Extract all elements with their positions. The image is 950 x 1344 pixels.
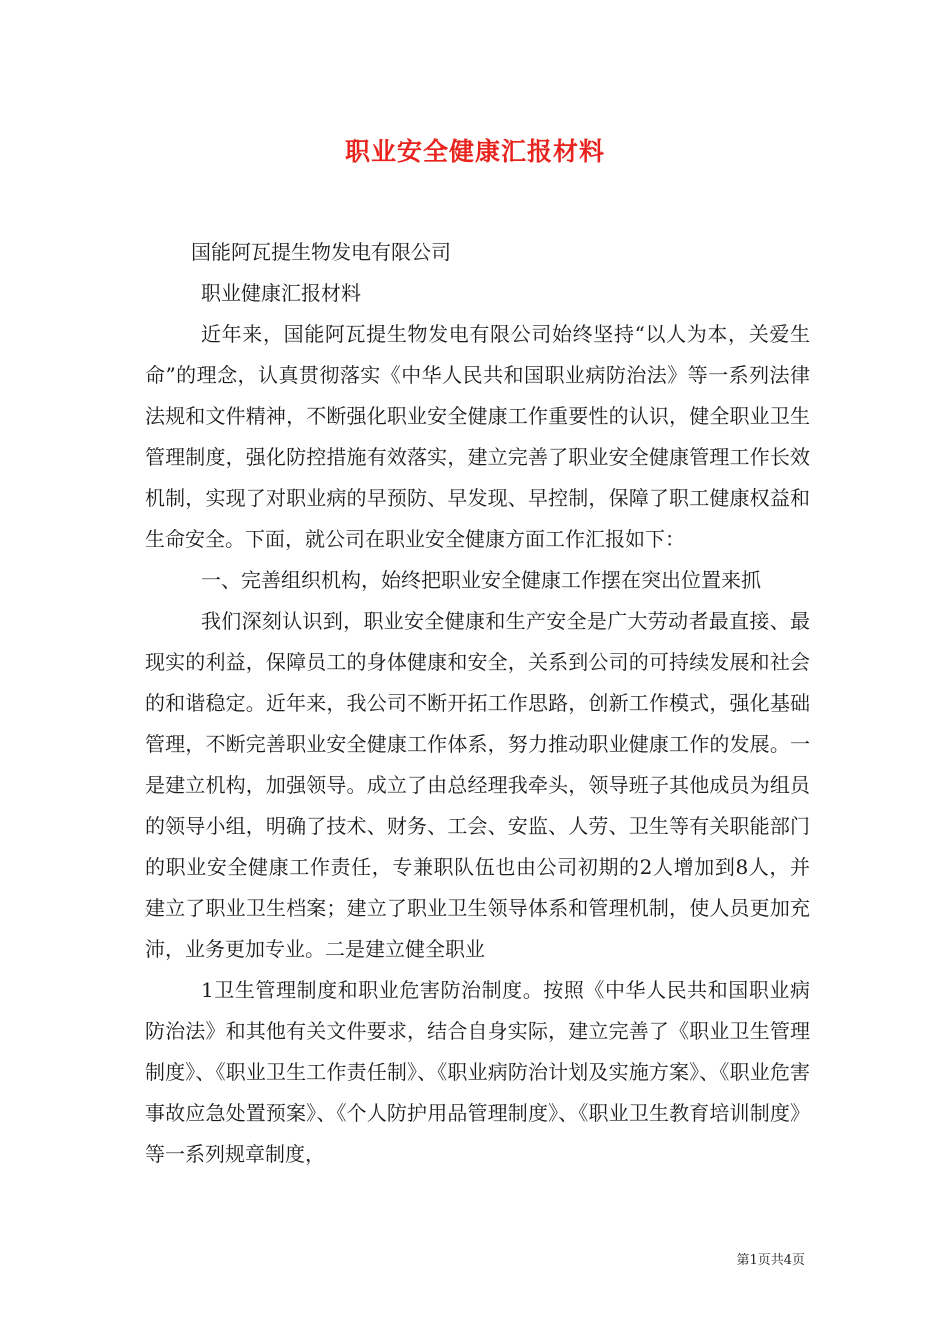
paragraph-regulations: 1卫生管理制度和职业危害防治制度。按照《中华人民共和国职业病防治法》和其他有关文件要求，结合自身实际，建立完善了《职业卫生管理制度》、《职业卫生工作责任制》、《职业病防治计划及实施方案》、《职业危害事故应急处置预案》、《个人防护用品管理制度》、《职业卫生教育培训制度》等一系列规章制度， [145, 978, 810, 1166]
report-subtitle: 职业健康汇报材料 [201, 281, 361, 305]
document-body [145, 232, 810, 1175]
page-number: 第1页共4页 [736, 1253, 805, 1268]
paragraph-organization: 我们深刻认识到，职业安全健康和生产安全是广大劳动者最直接、最现实的利益，保障员工的身体健康和安全，关系到公司的可持续发展和社会的和谐稳定。近年来，我公司不断开拓工作思路，创新工作模式，强化基础管理，不断完善职业安全健康工作体系，努力推动职业健康工作的发展。一是建立机构，加强领导。成立了由总经理我牵头，领导班子其他成员为组员的领导小组，明确了技术、财务、工会、安监、人劳、卫生等有关职能部门的职业安全健康工作责任，专兼职队伍也由公司初期的2人增加到8人，并建立了职业卫生档案；建立了职业卫生领导体系和管理机制，使人员更加充沛，业务更加专业。二是建立健全职业 [145, 609, 810, 961]
section-heading-1: 一、完善组织机构，始终把职业安全健康工作摆在突出位置来抓 [201, 568, 761, 592]
company-name: 国能阿瓦提生物发电有限公司 [191, 240, 451, 264]
paragraph-intro: 近年来，国能阿瓦提生物发电有限公司始终坚持“以人为本，关爱生命”的理念，认真贯彻落实《中华人民共和国职业病防治法》等一系列法律法规和文件精神，不断强化职业安全健康工作重要性的认识，健全职业卫生管理制度，强化防控措施有效落实，建立完善了职业安全健康管理工作长效机制，实现了对职业病的早预防、早发现、早控制，保障了职工健康权益和生命安全。下面，就公司在职业安全健康方面工作汇报如下： [145, 322, 810, 551]
document-title: 职业安全健康汇报材料 [344, 137, 605, 166]
